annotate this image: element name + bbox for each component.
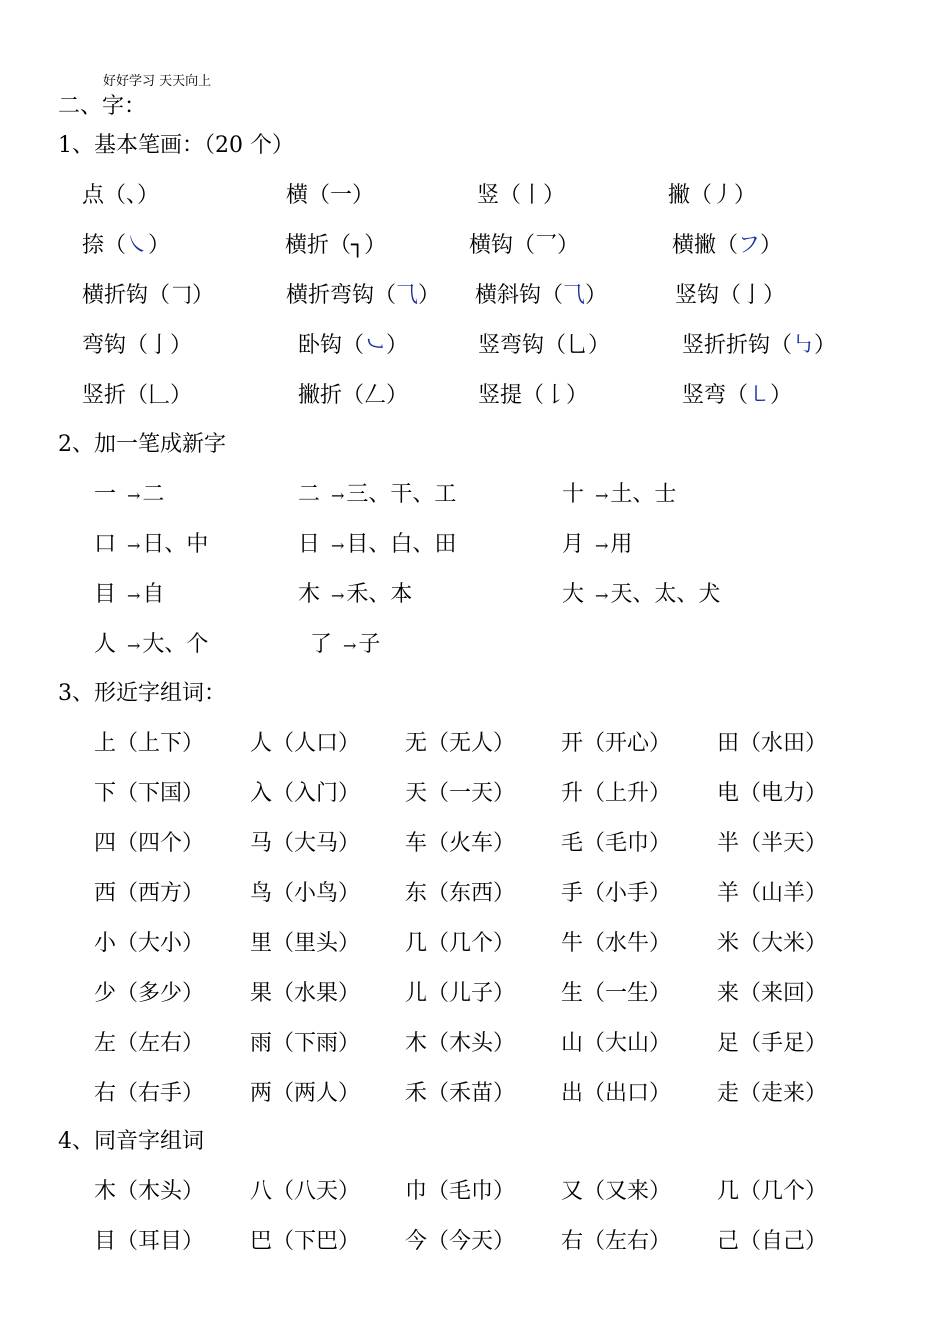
paren: ） [734,183,757,208]
source-char: 口 [94,532,117,557]
stroke-name: 竖提 [478,383,523,408]
stroke-item [475,283,607,309]
paren: ） [543,183,566,208]
paren: ） [192,283,215,308]
add-stroke-item [94,582,164,609]
stroke-name: 横折弯钩 [286,283,375,308]
paren: （ [499,183,522,208]
space [320,582,327,607]
word-group-item: 天（一天） [405,781,516,806]
stroke-glyph: 丿 [712,183,735,208]
add-stroke-item [562,532,632,559]
add-stroke-item [94,632,208,659]
word-group-item: 米（大米） [717,931,828,956]
stroke-item [668,183,756,209]
paren: ） [386,333,409,358]
word-group-item: 人（人口） [250,731,361,756]
word-group-item: 出（出口） [561,1081,672,1106]
stroke-item [682,383,792,409]
result-chars: 用 [610,532,633,557]
space [116,582,123,607]
stroke-item [286,283,440,309]
add-stroke-item [94,482,164,509]
stroke-glyph: ⺄ [396,283,419,308]
add-stroke-item [298,582,412,609]
source-char: 十 [562,482,585,507]
paren: （ [126,383,149,408]
stroke-name: 横 [286,183,309,208]
stroke-glyph: ㇃ [364,333,387,358]
paren: （ [522,383,545,408]
add-stroke-item [562,582,720,609]
arrow-icon: → [127,486,141,505]
stroke-glyph: 乛 [535,233,558,258]
word-group-item: 半（半天） [717,831,828,856]
homophone-item: 几（几个） [717,1179,828,1204]
result-chars: 三、干、工 [346,482,457,507]
stroke-item [469,233,579,259]
paren: ） [148,233,171,258]
s4-title: 4、同音字组词 [58,1129,204,1154]
paren: （ [126,333,149,358]
homophone-item: 目（耳目） [94,1229,205,1254]
word-group-item: 牛（水牛） [561,931,672,956]
paren: ） [770,383,793,408]
paren: （ [329,233,352,258]
stroke-glyph: 亅 [741,283,764,308]
word-group-item: 毛（毛巾） [561,831,672,856]
space [116,532,123,557]
word-group-item: 两（两人） [250,1081,361,1106]
word-group-item: 儿（儿子） [405,981,516,1006]
stroke-glyph: フ [738,233,761,258]
stroke-name: 竖折折钩 [682,333,771,358]
paren: （ [374,283,397,308]
word-group-item: 雨（下雨） [250,1031,361,1056]
word-group-item: 羊（山羊） [717,881,828,906]
add-stroke-item [310,632,380,659]
word-group-item: 东（东西） [405,881,516,906]
stroke-item [286,183,374,209]
paren: （ [308,183,331,208]
source-char: 日 [298,532,321,557]
add-stroke-item [562,482,676,509]
stroke-glyph: 丨 [521,183,544,208]
source-char: 一 [94,482,117,507]
word-group-item: 上（上下） [94,731,205,756]
word-group-item: 车（火车） [405,831,516,856]
word-group-item: 右（右手） [94,1081,205,1106]
stroke-item [82,283,214,309]
word-group-item: 马（大马） [250,831,361,856]
add-stroke-item [298,532,456,559]
paren: （ [544,333,567,358]
space [116,632,123,657]
stroke-name: 横折钩 [82,283,149,308]
homophone-item: 又（又来） [561,1179,672,1204]
stroke-name: 竖折 [82,383,127,408]
add-stroke-item [94,532,208,559]
arrow-icon: → [595,486,609,505]
stroke-item [672,233,782,259]
result-chars: 日、中 [142,532,209,557]
stroke-item [675,283,785,309]
stroke-item [82,183,159,209]
arrow-icon: → [331,486,345,505]
paren: ） [763,283,786,308]
paren: （ [690,183,713,208]
stroke-glyph: 、 [126,183,138,208]
arrow-icon: → [331,586,345,605]
word-group-item: 里（里头） [250,931,361,956]
source-char: 二 [298,482,321,507]
space [320,532,327,557]
stroke-glyph: 𠃊 [148,383,171,408]
arrow-icon: → [127,636,141,655]
paren: ） [588,333,611,358]
stroke-item [478,333,610,359]
word-group-item: 生（一生） [561,981,672,1006]
paren: ） [170,383,193,408]
word-group-item: 升（上升） [561,781,672,806]
result-chars: 禾、本 [346,582,413,607]
word-group-item: 禾（禾苗） [405,1081,516,1106]
stroke-name: 弯钩 [82,333,127,358]
word-group-item: 小（大小） [94,931,205,956]
stroke-item [82,383,192,409]
stroke-name: 撇折 [298,383,343,408]
word-group-item: 少（多少） [94,981,205,1006]
stroke-glyph: 一 [330,183,353,208]
stroke-name: 横折 [285,233,330,258]
result-chars: 大、个 [142,632,209,657]
source-char: 目 [94,582,117,607]
stroke-glyph: ┐ [351,233,365,258]
stroke-name: 捺 [82,233,105,258]
word-group-item: 足（手足） [717,1031,828,1056]
homophone-item: 八（八天） [250,1179,361,1204]
word-group-item: 入（入门） [250,781,361,806]
paren: （ [719,283,742,308]
homophone-item: 今（今天） [405,1229,516,1254]
result-chars: 二 [142,482,165,507]
paren: ） [352,183,375,208]
source-char: 木 [298,582,321,607]
stroke-name: 横斜钩 [475,283,542,308]
word-group-item: 西（西方） [94,881,205,906]
arrow-icon: → [127,586,141,605]
stroke-glyph: ㇄ [748,383,771,408]
stroke-glyph: ㇏ [126,233,149,258]
source-char: 大 [562,582,585,607]
stroke-name: 竖弯钩 [478,333,545,358]
space [584,482,591,507]
stroke-name: 卧钩 [298,333,343,358]
paren: （ [104,233,127,258]
stroke-item [285,233,386,259]
result-chars: 天、太、犬 [610,582,721,607]
paren: （ [770,333,793,358]
s3-title: 3、形近字组词： [58,681,226,706]
paren: ） [566,383,589,408]
source-char: 月 [562,532,585,557]
stroke-name: 竖 [477,183,500,208]
space [332,632,339,657]
paren: ） [386,383,409,408]
section-title: 二、字： [58,94,147,119]
word-group-item: 无（无人） [405,731,516,756]
stroke-glyph: 𠄌 [544,383,567,408]
word-group-item: 手（小手） [561,881,672,906]
paren: ） [364,233,387,258]
homophone-item: 右（左右） [561,1229,672,1254]
stroke-item [682,333,836,359]
stroke-name: 撇 [668,183,691,208]
word-group-item: 几（几个） [405,931,516,956]
paren: ） [557,233,580,258]
paren: ） [170,333,193,358]
word-group-item: 四（四个） [94,831,205,856]
word-group-item: 田（水田） [717,731,828,756]
word-group-item: 下（下国） [94,781,205,806]
stroke-item [298,333,408,359]
stroke-item [82,333,192,359]
space [584,532,591,557]
word-group-item: 鸟（小鸟） [250,881,361,906]
word-group-item: 来（来回） [717,981,828,1006]
s2-title: 2、加一笔成新字 [58,432,226,457]
paren: （ [342,383,365,408]
result-chars: 土、士 [610,482,677,507]
paren: （ [716,233,739,258]
paren: （ [148,283,171,308]
paren: （ [726,383,749,408]
stroke-glyph: 亅 [148,333,171,358]
paren: （ [541,283,564,308]
stroke-name: 横撇 [672,233,717,258]
word-group-item: 电（电力） [717,781,828,806]
page-header: 好好学习 天天向上 [103,74,212,89]
space [584,582,591,607]
s1-title: 1、基本笔画：（20 个） [58,133,294,158]
arrow-icon: → [127,536,141,555]
word-group-item: 果（水果） [250,981,361,1006]
homophone-item: 巾（毛巾） [405,1179,516,1204]
word-group-item: 左（左右） [94,1031,205,1056]
stroke-name: 横钩 [469,233,514,258]
stroke-glyph: ⺄ [563,283,586,308]
stroke-item [477,183,565,209]
arrow-icon: → [595,586,609,605]
arrow-icon: → [595,536,609,555]
result-chars: 子 [358,632,381,657]
add-stroke-item [298,482,456,509]
result-chars: 自 [142,582,165,607]
paren: ） [814,333,837,358]
paren: （ [342,333,365,358]
stroke-glyph: 乚 [566,333,589,358]
paren: ） [585,283,608,308]
result-chars: 目、白、田 [346,532,457,557]
paren: （ [513,233,536,258]
paren: ） [760,233,783,258]
homophone-item: 己（自己） [717,1229,828,1254]
paren: （ [104,183,127,208]
paren: ） [418,283,441,308]
word-group-item: 木（木头） [405,1031,516,1056]
stroke-name: 竖钩 [675,283,720,308]
stroke-item [82,233,170,259]
source-char: 了 [310,632,333,657]
arrow-icon: → [331,536,345,555]
stroke-item [478,383,588,409]
homophone-item: 木（木头） [94,1179,205,1204]
arrow-icon: → [343,636,357,655]
stroke-glyph: 𠃌 [170,283,193,308]
word-group-item: 山（大山） [561,1031,672,1056]
stroke-item [298,383,408,409]
stroke-glyph: 𠃋 [364,383,387,408]
stroke-name: 点 [82,183,105,208]
space [116,482,123,507]
stroke-name: 竖弯 [682,383,727,408]
source-char: 人 [94,632,117,657]
stroke-glyph: ㇉ [792,333,815,358]
homophone-item: 巴（下巴） [250,1229,361,1254]
paren: ） [137,183,160,208]
space [320,482,327,507]
word-group-item: 开（开心） [561,731,672,756]
word-group-item: 走（走来） [717,1081,828,1106]
